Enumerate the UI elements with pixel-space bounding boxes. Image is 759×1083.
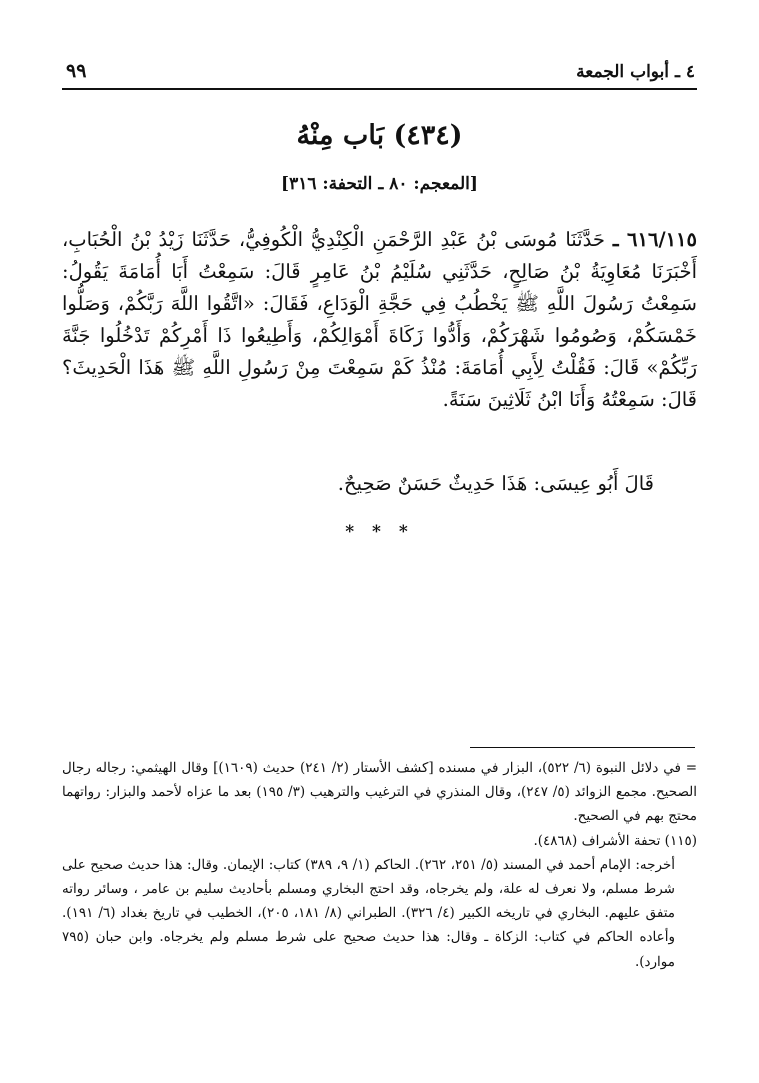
hadith-body: حَدَّثَنَا مُوسَى بْنُ عَبْدِ الرَّحْمَنِ الْكِنْدِيُّ الْكُوفِيُّ، حَدَّثَنَا زَيْدُ بْنُ الْحُبَابِ، أَخْبَرَنَا مُعَاوِيَةُ بْنُ صَالِحٍ، حَدَّثَنِي سُلَيْمُ بْنُ عَامِرٍ قَالَ: سَمِعْتُ أَبَا أُمَامَةَ يَقُولُ: سَمِعْتُ رَسُولَ اللَّهِ ﷺ يَخْطُبُ فِي حَجَّةِ الْوَدَاعِ، فَقَالَ: «اتَّقُوا اللَّهَ رَبَّكُمْ، وَصَلُّوا خَمْسَكُمْ، وَصُومُوا شَهْرَكُمْ، وَأَدُّوا زَكَاةَ أَمْوَالِكُمْ، وَأَطِيعُوا ذَا أَمْرِكُمْ تَدْخُلُوا جَنَّةَ رَبِّكُمْ» قَالَ: فَقُلْتُ لِأَبِي أُمَامَةَ: مُنْذُ كَمْ سَمِعْتَ مِنْ رَسُولِ اللَّهِ ﷺ هَذَا الْحَدِيثَ؟ قَالَ: سَمِعْتُهُ وَأَنَا ابْنُ ثَلَاثِينَ سَنَةً. <box>62 228 697 411</box>
hadith-text <box>62 224 697 416</box>
page-number: ٩٩ <box>66 60 87 82</box>
footnote-continuation: = في دلائل النبوة (٦/ ٥٢٢)، البزار في مسنده [كشف الأستار (٢/ ٢٤١) حديث (١٦٠٩)] وقال الهيثمي: رجاله رجال الصحيح. مجمع الزوائد (٥/ ٢٤٧)، وقال المنذري في الترغيب والترهيب (٣/ ١٩٥) بعد ما عزاه لأحمد والبزار: رواتهما محتج بهم في الصحيح. <box>62 760 698 825</box>
section-separator: * * * <box>345 522 414 542</box>
footnote-takhrij: أخرجه: الإمام أحمد في المسند (٥/ ٢٥١، ٢٦٢). الحاكم (١/ ٩، ٣٨٩) كتاب: الإيمان. وقال: هذا حديث صحيح على شرط مسلم، ولا نعرف له علة، ولم يخرجاه، وقد احتج البخاري ومسلم بأحاديث سليم بن عامر ، وسائر رواته متفق عليهم. البخاري في تاريخه الكبير (٤/ ٣٢٦). الطبراني (٨/ ١٨١، ٢٠٥)، الخطيب في تاريخ بغداد (٦/ ١٩١). وأعاده الحاكم في كتاب: الزكاة ـ وقال: هذا حديث صحيح على شرط مسلم ولم يخرجاه. وابن حبان (٧٩٥ موارد). <box>62 856 676 970</box>
reference-line: [المعجم: ٨٠ ـ التحفة: ٣١٦] <box>281 174 478 194</box>
footnotes <box>62 756 697 974</box>
running-header <box>62 58 697 90</box>
chapter-heading: ٤ ـ أبواب الجمعة <box>576 62 695 82</box>
hadith-number: ٦١٦/١١٥ ـ <box>612 228 697 251</box>
hadith-verdict: قَالَ أَبُو عِيسَى: هَذَا حَدِيثٌ حَسَنٌ صَحِيحٌ. <box>337 472 654 495</box>
section-title: (٤٣٤) بَاب مِنْهُ <box>296 120 463 151</box>
footnote-rule <box>470 747 695 748</box>
footnote-reference: (١١٥) تحفة الأشراف (٤٨٦٨). <box>533 832 697 849</box>
